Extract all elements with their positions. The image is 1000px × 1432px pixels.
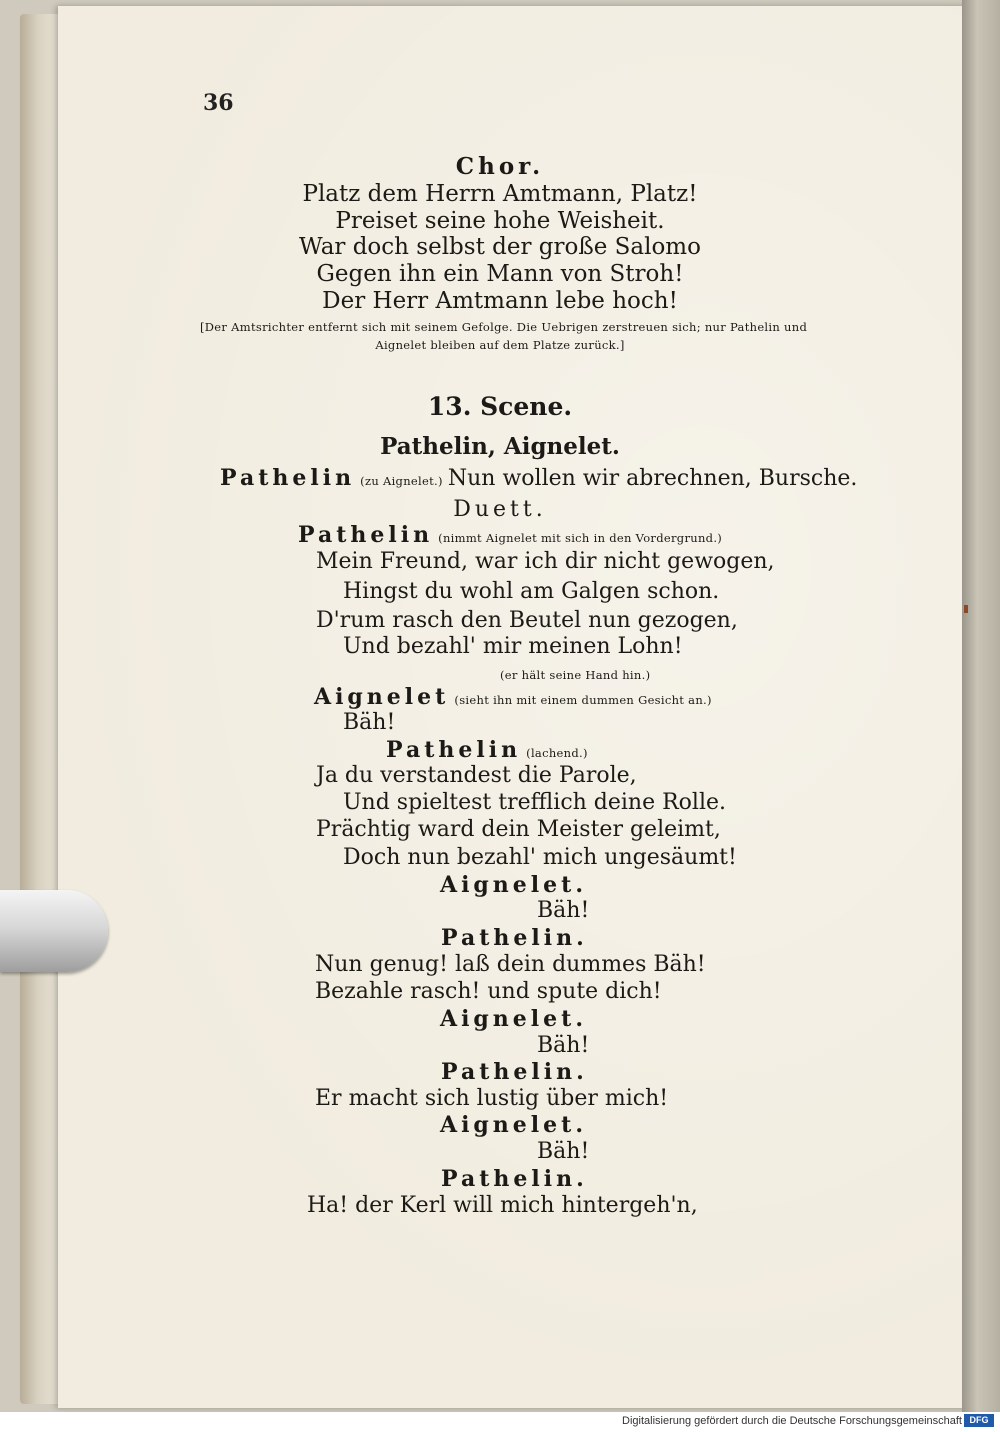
verse-line: Und spieltest trefflich deine Rolle. xyxy=(343,790,727,815)
footer-credit: Digitalisierung gefördert durch die Deutsche Forschungsgemeinschaft xyxy=(622,1415,962,1427)
verse-line: Nun genug! laß dein dummes Bäh! xyxy=(315,952,706,977)
dialogue-line xyxy=(220,465,858,491)
chorus-line: Platz dem Herrn Amtmann, Platz! xyxy=(302,181,698,207)
verse-line: Er macht sich lustig über mich! xyxy=(315,1086,669,1111)
dialogue-line xyxy=(386,737,786,763)
chorus-line: Der Herr Amtmann lebe hoch! xyxy=(322,288,678,314)
scene-title: 13. Scene. xyxy=(427,392,573,421)
verse-line: Bezahle rasch! und spute dich! xyxy=(315,979,662,1004)
verse-line: Ha! der Kerl will mich hintergeh'n, xyxy=(307,1193,698,1218)
stage-direction: (er hält seine Hand hin.) xyxy=(500,668,651,682)
speaker-name: Aignelet. xyxy=(440,872,587,898)
chorus-line: Preiset seine hohe Weisheit. xyxy=(335,208,665,234)
verse-line: Und bezahl' mir meinen Lohn! xyxy=(343,634,683,659)
speaker-name: Aignelet xyxy=(314,684,450,710)
edge-mark xyxy=(964,605,968,613)
speaker-name: Pathelin. xyxy=(441,1166,588,1192)
speaker-name: Aignelet. xyxy=(440,1006,587,1032)
stage-direction: Aignelet bleiben auf dem Platze zurück.] xyxy=(375,338,625,352)
spoken-text: Nun wollen wir abrechnen, Bursche. xyxy=(447,466,858,491)
stage-direction: (lachend.) xyxy=(526,746,588,760)
stage-direction: (zu Aignelet.) xyxy=(360,474,443,488)
stage-direction: (nimmt Aignelet mit sich in den Vordergrund.) xyxy=(438,531,723,545)
scene-characters: Pathelin, Aignelet. xyxy=(380,433,620,460)
verse-line: Hingst du wohl am Galgen schon. xyxy=(343,579,720,604)
verse-line: Doch nun bezahl' mich ungesäumt! xyxy=(343,845,737,870)
speaker-name: Pathelin. xyxy=(441,925,588,951)
dialogue-line xyxy=(298,522,818,548)
spoken-text: Bäh! xyxy=(537,1139,590,1164)
spoken-text: Bäh! xyxy=(537,1033,590,1058)
chorus-line: Gegen ihn ein Mann von Stroh! xyxy=(316,261,684,287)
speaker-name: Pathelin xyxy=(386,737,522,763)
verse-line: Prächtig ward dein Meister geleimt, xyxy=(316,817,721,842)
verse-line: Ja du verstandest die Parole, xyxy=(316,763,637,788)
speaker-name: Pathelin. xyxy=(441,1059,588,1085)
chorus-line: War doch selbst der große Salomo xyxy=(299,234,701,260)
chorus-heading: Chor. xyxy=(455,153,545,180)
spoken-text: Bäh! xyxy=(343,710,396,735)
verse-line: Mein Freund, war ich dir nicht gewogen, xyxy=(316,549,775,574)
dialogue-line xyxy=(314,684,834,710)
page-clip-holder xyxy=(0,890,108,972)
speaker-name: Pathelin xyxy=(220,465,356,491)
stage-direction: [Der Amtsrichter entfernt sich mit seinem Gefolge. Die Uebrigen zerstreuen sich; nur Pathelin und xyxy=(200,320,808,334)
stage-direction: (sieht ihn mit einem dummen Gesicht an.) xyxy=(454,693,712,707)
dfg-logo: DFG xyxy=(964,1414,994,1427)
page-number: 36 xyxy=(203,90,234,116)
verse-line: D'rum rasch den Beutel nun gezogen, xyxy=(316,608,738,633)
section-heading: Duett. xyxy=(453,497,547,522)
speaker-name: Aignelet. xyxy=(440,1112,587,1138)
spoken-text: Bäh! xyxy=(537,898,590,923)
speaker-name: Pathelin xyxy=(298,522,434,548)
